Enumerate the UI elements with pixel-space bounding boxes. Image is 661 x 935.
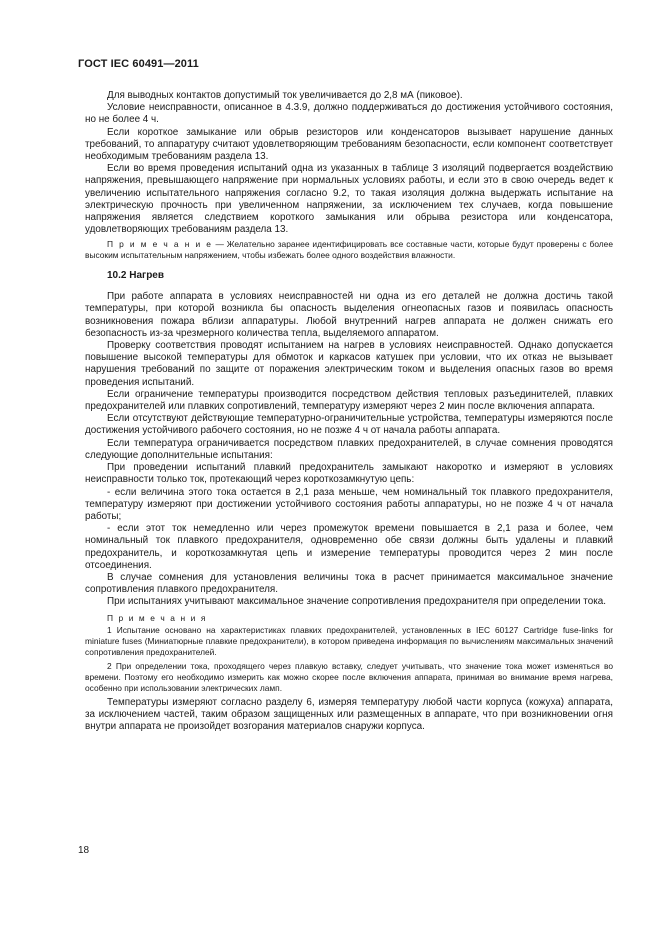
paragraph: Если короткое замыкание или обрыв резисторов или конденсаторов вызывает нарушение данных требований, то аппаратуру считают удовлетворяющим требованиям безопасности, если компонент соответствует необходимым требованиям раздела 13. (85, 126, 613, 163)
note (85, 239, 613, 261)
paragraph: Условие неисправности, описанное в 4.3.9, должно поддерживаться до достижения устойчивого состояния, но не более 4 ч. (85, 102, 613, 126)
page-number: 18 (78, 845, 90, 856)
paragraph: Проверку соответствия проводят испытанием на нагрев в условиях неисправностей. Однако допускается повышение высокой температуры для обмоток и каркасов катушек при условии, что их отказ не вызывает нарушения требований по защите от поражения электрическим током и выделения опасных газов во время проведения испытаний. (85, 340, 613, 388)
note: 1 Испытание основано на характеристиках плавких предохранителей, установленных в IEC 60127 Cartridge fuse-links for miniature fuses (Миниатюрные плавкие предохранители), в котором приведена информация по вычислениям максимальных значений сопротивления предохранителей. (85, 625, 613, 658)
paragraph: Если отсутствуют действующие температурно-ограничительные устройства, температуры измеряются после достижения устойчивого рабочего состояния, но не позже 4 ч от начала работы аппарата. (85, 413, 613, 437)
note-text: — Желательно заранее идентифицировать все составные части, которые будут проверены с более высоким испытательным напряжением, чтобы избежать более одного воздействия влажности. (85, 239, 613, 261)
paragraph: Если во время проведения испытаний одна из указанных в таблице 3 изоляций подвергается воздействию напряжения, превышающего напряжение при нормальных условиях работы, и если это в свою очередь ведет к увеличению испытательного напряжения согласно 9.2, то такая изоляция должна выдержать испытание на электрическую прочность при увеличенном напряжении, за исключением тех случаев, когда повышение напряжения является следствием короткого замыкания или обрыва резистора или конденсатора, удовлетворяющих требованиям раздела 13. (85, 163, 613, 236)
paragraph: При испытаниях учитывают максимальное значение сопротивления предохранителя при определении тока. (107, 596, 606, 608)
paragraph: Температуры измеряют согласно разделу 6, измеряя температуру любой части корпуса (кожуха) аппарата, за исключением частей, таким образом защищенных или размещенных в аппарате, что при возникновении огня внутри аппарата не произойдет возгорания материалов снаружи корпуса. (85, 696, 613, 733)
notes-title: П р и м е ч а н и я (107, 612, 207, 623)
paragraph: При работе аппарата в условиях неисправностей ни одна из его деталей не должна достичь такой температуры, при которой возникла бы опасность выделения огнеопасных газов и появилась опасность возникновения пожара вблизи аппаратуры. Любой внутренний нагрев аппарата не должен снижать его безопасность из-за чрезмерного количества тепла, выделяемого аппаратом. (85, 291, 613, 339)
paragraph: Для выводных контактов допустимый ток увеличивается до 2,8 мА (пиковое). (107, 90, 463, 101)
list-item: - если этот ток немедленно или через промежуток времени повышается в 2,1 раза и более, чем номинальный ток плавкого предохранителя, одновременно обе связи должны быть удалены и плавкий предохранитель, и короткозамкнутая цепь и измерение температуры проводится через 2 мин после отсоединения. (85, 523, 613, 571)
section-heading: 10.2 Нагрев (107, 270, 165, 282)
list-item: - если величина этого тока остается в 2,1 раза меньше, чем номинальный ток плавкого предохранителя, температуру измеряют при достижении устойчивого состояния работы аппаратуры, но не позже 4 ч от начала работы; (85, 486, 613, 522)
note: 2 При определении тока, проходящего через плавкую вставку, следует учитывать, что значение тока может изменяться во времени. Поэтому его необходимо измерить как можно скорее после включения аппарата, принимая во внимание время нагрева, особенно при использовании электрических ламп. (85, 661, 613, 693)
document-header: ГОСТ IEC 60491—2011 (78, 58, 199, 70)
paragraph: В случае сомнения для установления величины тока в расчет принимается максимальное значение сопротивления плавкого предохранителя. (85, 571, 613, 596)
page-content (85, 90, 613, 733)
paragraph: При проведении испытаний плавкий предохранитель замыкают накоротко и измеряют в условиях неисправности только ток, протекающий через короткозамкнутую цепь: (85, 462, 613, 486)
paragraph: Если температура ограничивается посредством плавких предохранителей, в случае сомнения проводятся следующие дополнительные испытания: (85, 437, 613, 461)
paragraph: Если ограничение температуры производится посредством действия тепловых разъединителей, плавких предохранителей или плавких сопротивлений, температуру измеряют через 2 мин после включения аппарата. (85, 388, 613, 413)
note-label: П р и м е ч а н и е (107, 239, 213, 250)
